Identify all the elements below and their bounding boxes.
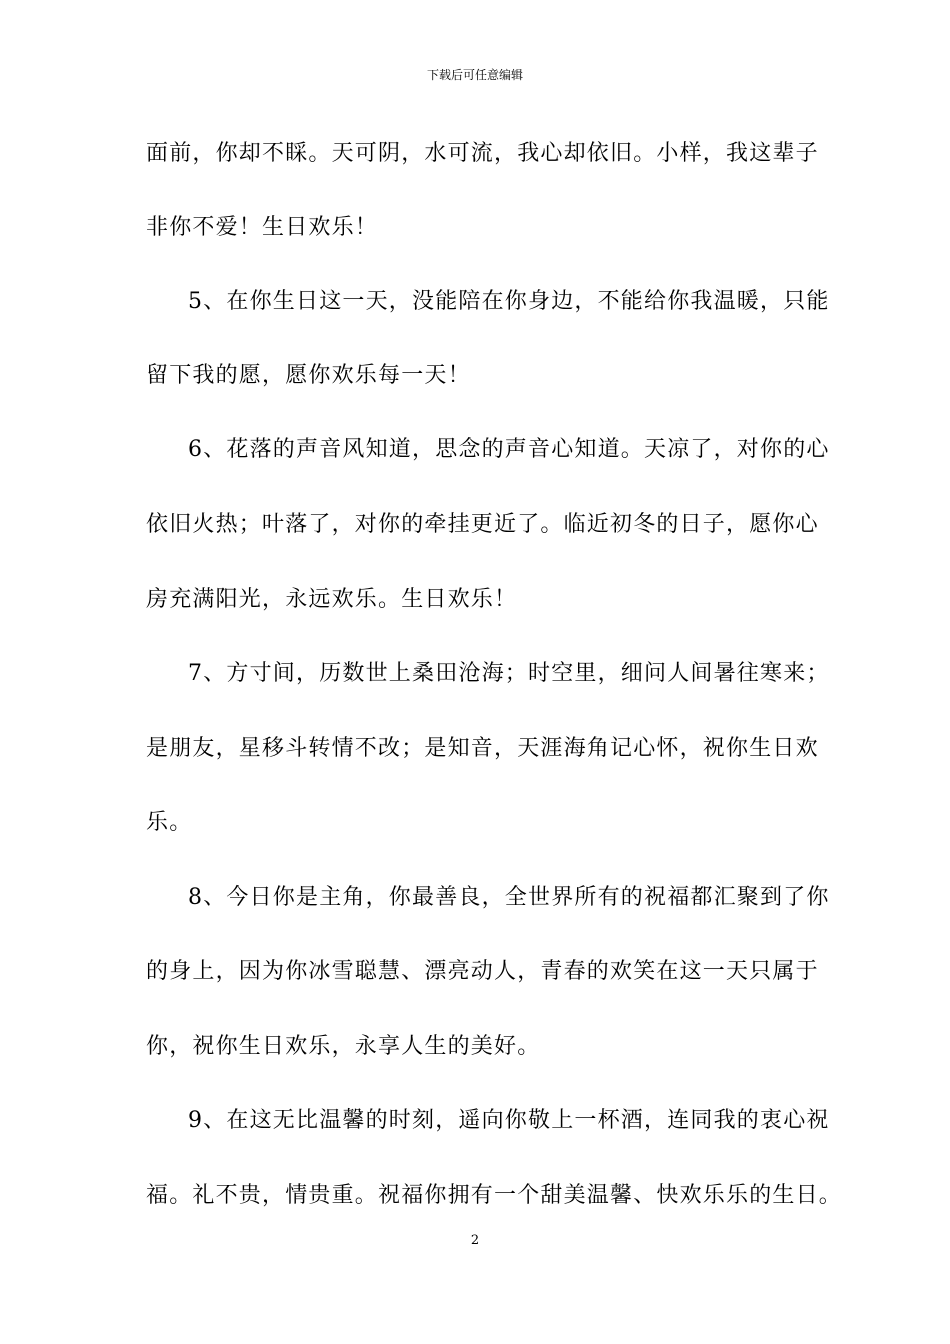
paragraph-start-line: 9、在这无比温馨的时刻，遥向你敬上一杯酒，连同我的衷心祝 xyxy=(188,1108,830,1133)
text-line: 乐。 xyxy=(146,810,193,835)
page-number: 2 xyxy=(470,1233,480,1248)
text-line: 面前，你却不睬。天可阴，水可流，我心却依旧。小样，我这辈子 xyxy=(146,141,819,166)
paragraph-start-line: 6、花落的声音风知道，思念的声音心知道。天凉了，对你的心 xyxy=(188,437,830,462)
text-line: 你，祝你生日欢乐，永享人生的美好。 xyxy=(146,1034,541,1059)
text-line: 房充满阳光，永远欢乐。生日欢乐！ xyxy=(146,587,518,612)
text-line: 的身上，因为你冰雪聪慧、漂亮动人，青春的欢笑在这一天只属于 xyxy=(146,959,819,984)
text-line: 留下我的愿，愿你欢乐每一天！ xyxy=(146,363,471,388)
paragraph-start-line: 7、方寸间，历数世上桑田沧海；时空里，细问人间暑往寒来； xyxy=(188,661,830,686)
paragraph-start-line: 5、在你生日这一天，没能陪在你身边，不能给你我温暖，只能 xyxy=(188,289,830,314)
text-line: 是朋友，星移斗转情不改；是知音，天涯海角记心怀，祝你生日欢 xyxy=(146,736,819,761)
text-line: 依旧火热；叶落了，对你的牵挂更近了。临近初冬的日子，愿你心 xyxy=(146,512,819,537)
page-header: 下载后可任意编辑 xyxy=(426,68,523,82)
paragraph-start-line: 8、今日你是主角，你最善良，全世界所有的祝福都汇聚到了你 xyxy=(188,885,830,910)
text-line: 福。礼不贵，情贵重。祝福你拥有一个甜美温馨、快欢乐乐的生日。 xyxy=(146,1183,843,1208)
text-line: 非你不爱！生日欢乐！ xyxy=(146,215,379,240)
